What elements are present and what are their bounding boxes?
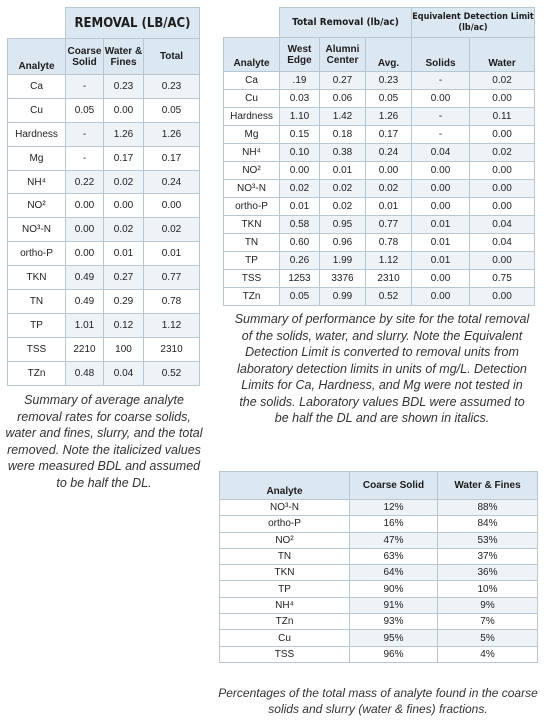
- table-row: [220, 500, 538, 516]
- table-row: [8, 98, 200, 122]
- analyte-cell: TN: [224, 234, 280, 252]
- analyte-cell: TSS: [220, 646, 350, 662]
- value-cell: 1.01: [66, 313, 104, 337]
- removal-table: [7, 7, 200, 386]
- value-cell: 0.49: [66, 266, 104, 290]
- header-total: Total: [144, 39, 200, 75]
- table-row: [220, 548, 538, 564]
- value-cell: 95%: [350, 630, 438, 646]
- header-analyte: Analyte: [220, 472, 350, 500]
- value-cell: 0.52: [366, 288, 412, 306]
- value-cell: 0.00: [144, 194, 200, 218]
- value-cell: 0.00: [412, 180, 470, 198]
- table-row: [224, 108, 535, 126]
- analyte-cell: NO³-N: [220, 500, 350, 516]
- value-cell: 0.02: [366, 180, 412, 198]
- value-cell: 10%: [438, 581, 538, 597]
- value-cell: 91%: [350, 597, 438, 613]
- table-row: [8, 313, 200, 337]
- value-cell: 0.02: [280, 180, 320, 198]
- analyte-cell: NO²: [224, 162, 280, 180]
- value-cell: 0.29: [104, 290, 144, 314]
- value-cell: 0.03: [280, 90, 320, 108]
- value-cell: 0.02: [104, 218, 144, 242]
- value-cell: 0.00: [66, 242, 104, 266]
- value-cell: 0.02: [320, 198, 366, 216]
- value-cell: 0.00: [470, 126, 535, 144]
- table-row: [8, 218, 200, 242]
- table-row: [224, 198, 535, 216]
- table-row: [8, 242, 200, 266]
- analyte-cell: TP: [220, 581, 350, 597]
- value-cell: 0.23: [366, 72, 412, 90]
- value-cell: -: [412, 72, 470, 90]
- value-cell: 0.01: [144, 242, 200, 266]
- value-cell: 0.15: [280, 126, 320, 144]
- value-cell: 0.01: [412, 216, 470, 234]
- value-cell: 0.00: [412, 162, 470, 180]
- detection-limit-group: Equivalent Detection Limit (lb/ac): [412, 8, 535, 38]
- table2-caption: Summary of performance by site for the total removal of the solids, water, and slurry. Note the Equivalent Detection Limit is converted to removal units from laboratory detection limits in units of mg/L. Detection Limits for Ca, Hardness, and Mg were not tested in the solids. Laboratory values BDL were assumed to be half the DL and are shown in italics.: [234, 312, 530, 425]
- value-cell: 90%: [350, 581, 438, 597]
- header-coarse-solid: Coarse Solid: [66, 39, 104, 75]
- value-cell: -: [66, 122, 104, 146]
- value-cell: 0.27: [104, 266, 144, 290]
- value-cell: 2310: [144, 337, 200, 361]
- table-row: [220, 581, 538, 597]
- table3-header-row: [220, 472, 538, 500]
- table-row: [220, 630, 538, 646]
- analyte-cell: Hardness: [224, 108, 280, 126]
- value-cell: 0.04: [470, 216, 535, 234]
- analyte-cell: Ca: [8, 75, 66, 99]
- empty-corner: [224, 8, 280, 38]
- value-cell: 0.00: [470, 162, 535, 180]
- table1-title: REMOVAL (LB/AC): [66, 8, 200, 39]
- analyte-cell: NH⁴: [8, 170, 66, 194]
- value-cell: 0.00: [66, 218, 104, 242]
- empty-corner: [8, 8, 66, 39]
- value-cell: 0.23: [104, 75, 144, 99]
- value-cell: -: [412, 108, 470, 126]
- value-cell: 93%: [350, 614, 438, 630]
- value-cell: 0.26: [280, 252, 320, 270]
- value-cell: -: [412, 126, 470, 144]
- analyte-cell: ortho-P: [8, 242, 66, 266]
- analyte-cell: TZn: [224, 288, 280, 306]
- analyte-cell: TZn: [8, 361, 66, 385]
- analyte-cell: Cu: [8, 98, 66, 122]
- analyte-cell: TKN: [8, 266, 66, 290]
- analyte-cell: TKN: [224, 216, 280, 234]
- table-row: [8, 266, 200, 290]
- table-row: [224, 270, 535, 288]
- analyte-cell: NO²: [220, 532, 350, 548]
- table-row: [224, 288, 535, 306]
- analyte-cell: Mg: [224, 126, 280, 144]
- value-cell: 64%: [350, 565, 438, 581]
- value-cell: 1.12: [366, 252, 412, 270]
- value-cell: 84%: [438, 516, 538, 532]
- header-avg: Avg.: [366, 38, 412, 72]
- value-cell: 0.00: [470, 180, 535, 198]
- analyte-cell: TSS: [224, 270, 280, 288]
- value-cell: 0.18: [320, 126, 366, 144]
- value-cell: -: [66, 75, 104, 99]
- value-cell: 0.00: [470, 90, 535, 108]
- value-cell: 0.05: [280, 288, 320, 306]
- value-cell: 7%: [438, 614, 538, 630]
- table-row: [220, 565, 538, 581]
- table-row: [224, 162, 535, 180]
- table-row: [8, 170, 200, 194]
- value-cell: 96%: [350, 646, 438, 662]
- table1-header-row: [8, 39, 200, 75]
- value-cell: 36%: [438, 565, 538, 581]
- analyte-cell: TP: [8, 313, 66, 337]
- value-cell: 0.00: [412, 198, 470, 216]
- value-cell: 1253: [280, 270, 320, 288]
- value-cell: 2310: [366, 270, 412, 288]
- analyte-cell: TZn: [220, 614, 350, 630]
- value-cell: 0.75: [470, 270, 535, 288]
- value-cell: 4%: [438, 646, 538, 662]
- value-cell: 0.78: [366, 234, 412, 252]
- table-row: [224, 126, 535, 144]
- value-cell: 0.00: [412, 270, 470, 288]
- value-cell: 0.06: [320, 90, 366, 108]
- value-cell: 0.95: [320, 216, 366, 234]
- header-water-fines: Water & Fines: [104, 39, 144, 75]
- value-cell: 1.10: [280, 108, 320, 126]
- analyte-cell: NH⁴: [220, 597, 350, 613]
- value-cell: 0.22: [66, 170, 104, 194]
- table-row: [220, 597, 538, 613]
- value-cell: 0.00: [66, 194, 104, 218]
- value-cell: 47%: [350, 532, 438, 548]
- table3-caption: Percentages of the total mass of analyte found in the coarse solids and slurry (water & fines) fractions.: [218, 686, 538, 716]
- value-cell: 0.99: [320, 288, 366, 306]
- table-row: [224, 90, 535, 108]
- value-cell: 0.24: [144, 170, 200, 194]
- table-row: [8, 361, 200, 385]
- value-cell: 0.00: [470, 198, 535, 216]
- value-cell: 0.04: [104, 361, 144, 385]
- value-cell: 0.52: [144, 361, 200, 385]
- value-cell: 0.02: [144, 218, 200, 242]
- table-row: [8, 146, 200, 170]
- value-cell: 0.49: [66, 290, 104, 314]
- analyte-cell: ortho-P: [224, 198, 280, 216]
- value-cell: 0.01: [280, 198, 320, 216]
- value-cell: 0.01: [412, 252, 470, 270]
- value-cell: 0.78: [144, 290, 200, 314]
- value-cell: 0.38: [320, 144, 366, 162]
- value-cell: 88%: [438, 500, 538, 516]
- analyte-cell: Cu: [224, 90, 280, 108]
- value-cell: 0.00: [412, 90, 470, 108]
- value-cell: 12%: [350, 500, 438, 516]
- analyte-cell: TN: [220, 548, 350, 564]
- value-cell: 1.26: [104, 122, 144, 146]
- value-cell: 16%: [350, 516, 438, 532]
- value-cell: 0.00: [470, 288, 535, 306]
- analyte-cell: TN: [8, 290, 66, 314]
- value-cell: 0.77: [366, 216, 412, 234]
- header-water: Water: [470, 38, 535, 72]
- value-cell: 0.17: [144, 146, 200, 170]
- value-cell: 0.17: [366, 126, 412, 144]
- value-cell: 1.12: [144, 313, 200, 337]
- value-cell: 0.12: [104, 313, 144, 337]
- analyte-cell: TP: [224, 252, 280, 270]
- analyte-cell: Hardness: [8, 122, 66, 146]
- value-cell: 63%: [350, 548, 438, 564]
- value-cell: 0.77: [144, 266, 200, 290]
- table-row: [8, 75, 200, 99]
- value-cell: 0.05: [66, 98, 104, 122]
- table2-header-row: [224, 38, 535, 72]
- value-cell: 0.00: [470, 252, 535, 270]
- performance-by-site-table: [223, 7, 535, 306]
- table-row: [220, 516, 538, 532]
- value-cell: 0.02: [320, 180, 366, 198]
- table1-caption: Summary of average analyte removal rates for coarse solids, water and fines, slurry, and the total removed. Note the italicized values were measured BDL and assumed to be half the DL.: [5, 393, 203, 490]
- value-cell: 100: [104, 337, 144, 361]
- value-cell: 0.00: [104, 194, 144, 218]
- table-row: [224, 144, 535, 162]
- table-row: [224, 72, 535, 90]
- value-cell: 0.01: [104, 242, 144, 266]
- value-cell: 0.60: [280, 234, 320, 252]
- header-analyte: Analyte: [8, 39, 66, 75]
- analyte-cell: NO³-N: [8, 218, 66, 242]
- table-row: [8, 337, 200, 361]
- analyte-cell: NO³-N: [224, 180, 280, 198]
- table-row: [224, 180, 535, 198]
- value-cell: 0.01: [366, 198, 412, 216]
- value-cell: 0.05: [366, 90, 412, 108]
- analyte-cell: NO²: [8, 194, 66, 218]
- analyte-cell: ortho-P: [220, 516, 350, 532]
- total-removal-group: Total Removal (lb/ac): [280, 8, 412, 38]
- value-cell: 9%: [438, 597, 538, 613]
- header-water-fines: Water & Fines: [438, 472, 538, 500]
- value-cell: 37%: [438, 548, 538, 564]
- table-row: [220, 532, 538, 548]
- value-cell: 0.00: [366, 162, 412, 180]
- value-cell: 0.23: [144, 75, 200, 99]
- value-cell: 0.00: [280, 162, 320, 180]
- value-cell: 0.04: [470, 234, 535, 252]
- value-cell: 5%: [438, 630, 538, 646]
- value-cell: 1.42: [320, 108, 366, 126]
- analyte-cell: Cu: [220, 630, 350, 646]
- value-cell: 0.02: [470, 144, 535, 162]
- table-row: [220, 646, 538, 662]
- value-cell: 0.01: [320, 162, 366, 180]
- value-cell: .19: [280, 72, 320, 90]
- table-row: [224, 216, 535, 234]
- analyte-cell: Ca: [224, 72, 280, 90]
- value-cell: 0.27: [320, 72, 366, 90]
- value-cell: 53%: [438, 532, 538, 548]
- table-row: [224, 252, 535, 270]
- value-cell: 0.48: [66, 361, 104, 385]
- analyte-cell: Mg: [8, 146, 66, 170]
- value-cell: 0.10: [280, 144, 320, 162]
- table-row: [8, 122, 200, 146]
- value-cell: 1.26: [366, 108, 412, 126]
- percentage-mass-table: [219, 471, 538, 663]
- value-cell: 0.02: [470, 72, 535, 90]
- value-cell: -: [66, 146, 104, 170]
- table-row: [220, 614, 538, 630]
- header-west-edge: West Edge: [280, 38, 320, 72]
- value-cell: 0.02: [104, 170, 144, 194]
- table-row: [8, 194, 200, 218]
- value-cell: 3376: [320, 270, 366, 288]
- header-alumni-center: Alumni Center: [320, 38, 366, 72]
- header-analyte: Analyte: [224, 38, 280, 72]
- value-cell: 0.05: [144, 98, 200, 122]
- header-solids: Solids: [412, 38, 470, 72]
- table-row: [224, 234, 535, 252]
- value-cell: 0.11: [470, 108, 535, 126]
- value-cell: 0.00: [104, 98, 144, 122]
- value-cell: 0.58: [280, 216, 320, 234]
- value-cell: 0.24: [366, 144, 412, 162]
- value-cell: 0.01: [412, 234, 470, 252]
- value-cell: 0.04: [412, 144, 470, 162]
- table-row: [8, 290, 200, 314]
- value-cell: 1.99: [320, 252, 366, 270]
- value-cell: 2210: [66, 337, 104, 361]
- value-cell: 1.26: [144, 122, 200, 146]
- header-coarse-solid: Coarse Solid: [350, 472, 438, 500]
- value-cell: 0.00: [412, 288, 470, 306]
- analyte-cell: NH⁴: [224, 144, 280, 162]
- analyte-cell: TSS: [8, 337, 66, 361]
- analyte-cell: TKN: [220, 565, 350, 581]
- value-cell: 0.96: [320, 234, 366, 252]
- value-cell: 0.17: [104, 146, 144, 170]
